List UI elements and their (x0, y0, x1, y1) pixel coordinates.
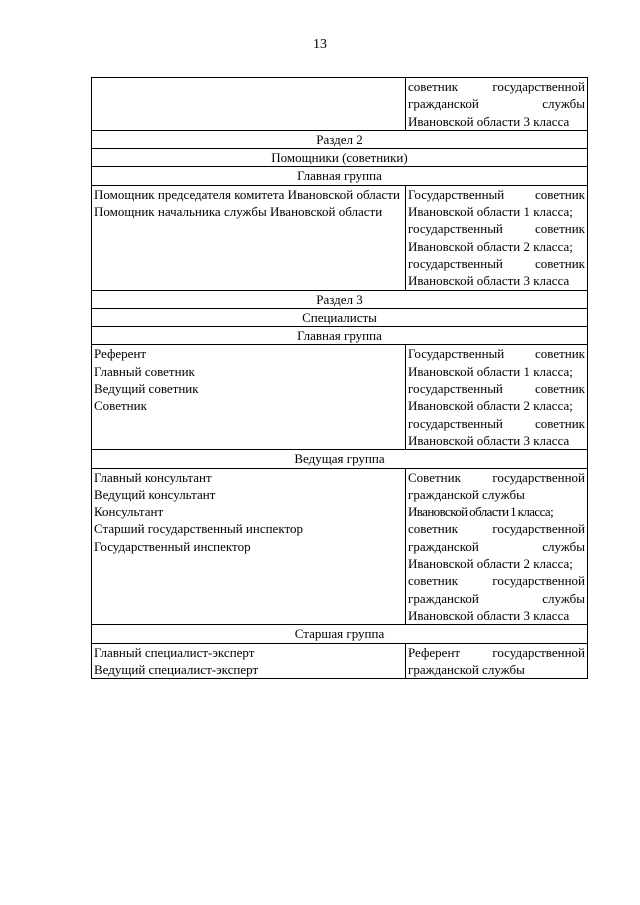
group-heading: Главная группа (92, 167, 588, 185)
rank-text: советник государственной гражданской службы Ивановской области 3 класса (408, 79, 585, 129)
table-row (92, 625, 588, 643)
table-row (92, 149, 588, 167)
table-row (92, 450, 588, 468)
table-row (92, 643, 588, 679)
rank-text: Советник государственной гражданской службы (408, 469, 585, 502)
position-text: Помощник председателя комитета Ивановской области (94, 186, 400, 202)
position-text: Ведущий консультант (94, 486, 216, 502)
table-row (92, 468, 588, 625)
rank-text: государственный советник Ивановской области 2 класса; (408, 381, 585, 414)
group-heading: Старшая группа (92, 625, 588, 643)
table-row (92, 327, 588, 345)
position-text: Ведущий советник (94, 381, 199, 397)
section-heading: Раздел 2 (92, 130, 588, 148)
rank-text: государственный советник Ивановской области 3 класса (408, 255, 585, 289)
rank-text: советник государственной гражданской службы Ивановской области 3 класса (408, 573, 585, 623)
position-text: Главный консультант (94, 469, 212, 485)
right-cell (406, 78, 588, 131)
group-heading: Главная группа (92, 327, 588, 345)
ranks-cell (406, 643, 588, 679)
table-row (92, 130, 588, 148)
position-text: Советник (94, 398, 147, 414)
section-heading: Раздел 3 (92, 290, 588, 308)
group-heading: Ведущая группа (92, 450, 588, 468)
rank-text: государственный советник Ивановской области 3 класса (408, 415, 585, 448)
rank-text: Государственный советник Ивановской области 1 класса; (408, 186, 585, 220)
position-text: Ведущий специалист-эксперт (94, 661, 259, 677)
page-number: 13 (313, 37, 327, 52)
position-text: Помощник начальника службы Ивановской области (94, 204, 383, 220)
table-row (92, 345, 588, 450)
rank-text: Государственный советник Ивановской области 1 класса; (408, 346, 585, 379)
positions-cell (92, 185, 406, 290)
position-text: Главный советник (94, 363, 195, 379)
positions-cell (92, 345, 406, 450)
section-title: Помощники (советники) (92, 149, 588, 167)
rank-text: советник государственной гражданской службы Ивановской области 2 класса; (408, 521, 585, 572)
position-text: Старший государственный инспектор (94, 521, 303, 537)
table-row (92, 290, 588, 308)
table-row (92, 185, 588, 290)
position-text: Главный специалист-эксперт (94, 644, 255, 660)
positions-table (91, 77, 588, 679)
table-row (92, 308, 588, 326)
rank-text: Ивановской области 1 класса; (408, 504, 554, 520)
left-cell (92, 78, 406, 131)
table-row (92, 167, 588, 185)
rank-text: Референт государственной гражданской службы (408, 644, 585, 677)
table-row (92, 78, 588, 131)
ranks-cell (406, 468, 588, 625)
position-text: Государственный инспектор (94, 538, 251, 554)
positions-cell (92, 643, 406, 679)
position-text: Консультант (94, 504, 164, 520)
rank-text: государственный советник Ивановской области 2 класса; (408, 221, 585, 254)
section-title: Специалисты (92, 308, 588, 326)
position-text: Референт (94, 346, 147, 362)
ranks-cell (406, 345, 588, 450)
ranks-cell (406, 185, 588, 290)
positions-cell (92, 468, 406, 625)
